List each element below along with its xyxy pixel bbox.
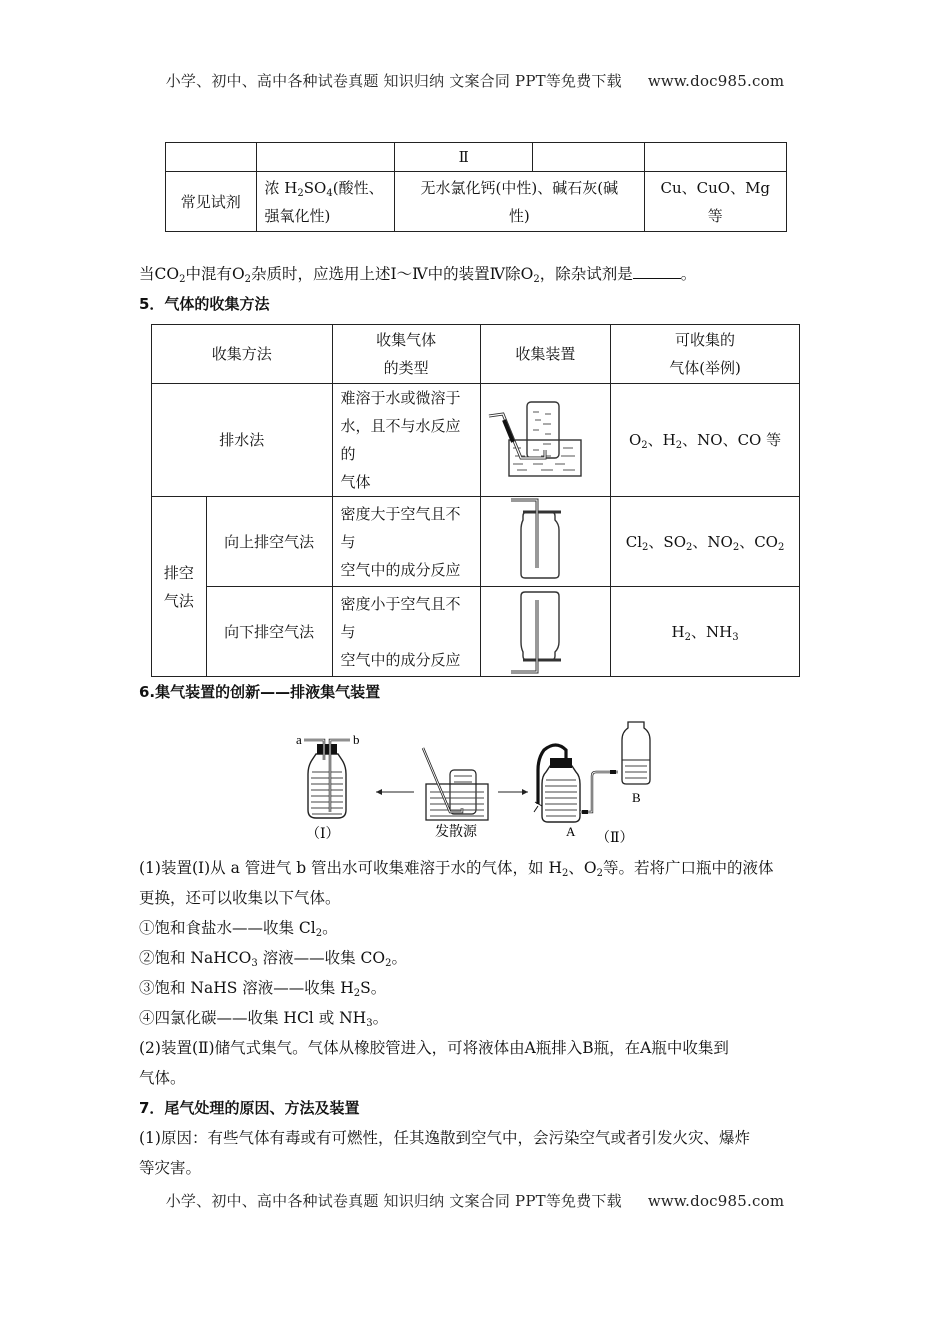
gases-downward-air: $H_2$、$NH_3$ [611,587,800,677]
header-method: 收集方法 [152,325,333,384]
apparatus-upward-cell [480,497,610,587]
section6-title: 6.集气装置的创新——排液集气装置 [139,683,381,701]
table1-cell [644,143,786,172]
section7-para-2: 等灾害。 [139,1159,202,1177]
section7-para-1: (1)原因：有些气体有毒或有可燃性，任其逸散到空气中，会污染空气或者引发火灾、爆炸 [139,1129,750,1147]
answer-blank[interactable] [633,264,681,279]
reagent-neutral-basic: 无水氯化钙(中性)、碱石灰(碱 性) [395,172,644,232]
table1-cell-roman: Ⅱ [395,143,533,172]
downward-air-displacement-bottle-icon [481,588,589,676]
footer-text: 小学、初中、高中各种试卷真题 知识归纳 文案合同 PPT等免费下载 [165,1192,622,1210]
svg-text:A: A [566,824,576,839]
section6-para-3: (2)装置(Ⅱ)储气式集气。气体从橡胶管进入，可将液体由A瓶排入B瓶，在A瓶中收集到 [139,1039,729,1057]
section6-para-4: 气体。 [139,1069,186,1087]
page-header [0,70,950,91]
section7-title: 7．尾气处理的原因、方法及装置 [139,1099,360,1117]
svg-text:b: b [353,732,360,747]
header-text: 小学、初中、高中各种试卷真题 知识归纳 文案合同 PPT等免费下载 [165,72,622,90]
device-II [534,722,650,846]
section5-title: 5．气体的收集方法 [139,295,270,313]
row-label: 常见试剂 [166,172,257,232]
svg-text:B: B [632,790,641,805]
header-type: 收集气体 的类型 [332,325,480,384]
source-apparatus [423,748,488,840]
gas-collection-table [151,324,800,677]
drying-reagents-table [165,142,787,232]
footer-url[interactable]: www.doc985.com [647,1192,785,1210]
type-upward-air: 密度大于空气且不与 空气中的成分反应 [332,497,480,587]
table1-cell [533,143,644,172]
method-downward-air: 向下排空气法 [206,587,332,677]
header-gases: 可收集的 气体(举例) [611,325,800,384]
section6-item-1: ①饱和食盐水——收集 $Cl_2$。 [139,919,338,939]
section6-item-2: ②饱和 NaHCO$_3$ 溶液——收集 $CO_2$。 [139,949,408,969]
section6-item-3: ③饱和 NaHS 溶液——收集 $H_2S$。 [139,979,387,999]
section6-item-4: ④四氯化碳——收集 HCl 或 $NH_3$。 [139,1009,389,1029]
gases-water: $O_2$、$H_2$、NO、CO 等 [611,384,800,497]
table1-cell [166,143,257,172]
question-line: 当$CO_2$中混有$O_2$杂质时，应选用上述Ⅰ～Ⅳ中的装置Ⅳ除$O_2$，除杂试剂是 。 [139,265,697,285]
method-upward-air: 向上排空气法 [206,497,332,587]
group-air-displacement: 排空 气法 [152,497,207,677]
gases-upward-air: $Cl_2$、$SO_2$、$NO_2$、$CO_2$ [611,497,800,587]
svg-text:（Ⅰ）: （Ⅰ） [306,826,340,842]
device-I [296,732,360,842]
svg-text:a: a [296,732,302,747]
header-apparatus: 收集装置 [480,325,610,384]
header-url[interactable]: www.doc985.com [647,72,785,90]
reagent-metal: Cu、CuO、Mg 等 [644,172,786,232]
svg-text:发散源: 发散源 [435,824,477,840]
liquid-displacement-apparatus-diagram [292,714,672,846]
page-footer [0,1190,950,1211]
type-water: 难溶于水或微溶于 水，且不与水反应的 气体 [332,384,480,497]
table1-cell [256,143,395,172]
svg-text:（Ⅱ）: （Ⅱ） [596,830,634,846]
reagent-acid: 浓 $H_2SO_4$(酸性、 强氧化性) [256,172,395,232]
apparatus-water-cell [480,384,610,497]
method-water: 排水法 [152,384,333,497]
section6-para-1: (1)装置(Ⅰ)从 a 管进气 b 管出水可收集难溶于水的气体，如 $H_2$、$O_2$等。若将广口瓶中的液体 [139,859,774,879]
type-downward-air: 密度小于空气且不与 空气中的成分反应 [332,587,480,677]
upward-air-displacement-bottle-icon [481,498,589,586]
liquid-displacement-figure [292,714,672,846]
water-displacement-apparatus-icon [481,398,589,483]
section6-para-2: 更换，还可以收集以下气体。 [139,889,341,907]
apparatus-downward-cell [480,587,610,677]
